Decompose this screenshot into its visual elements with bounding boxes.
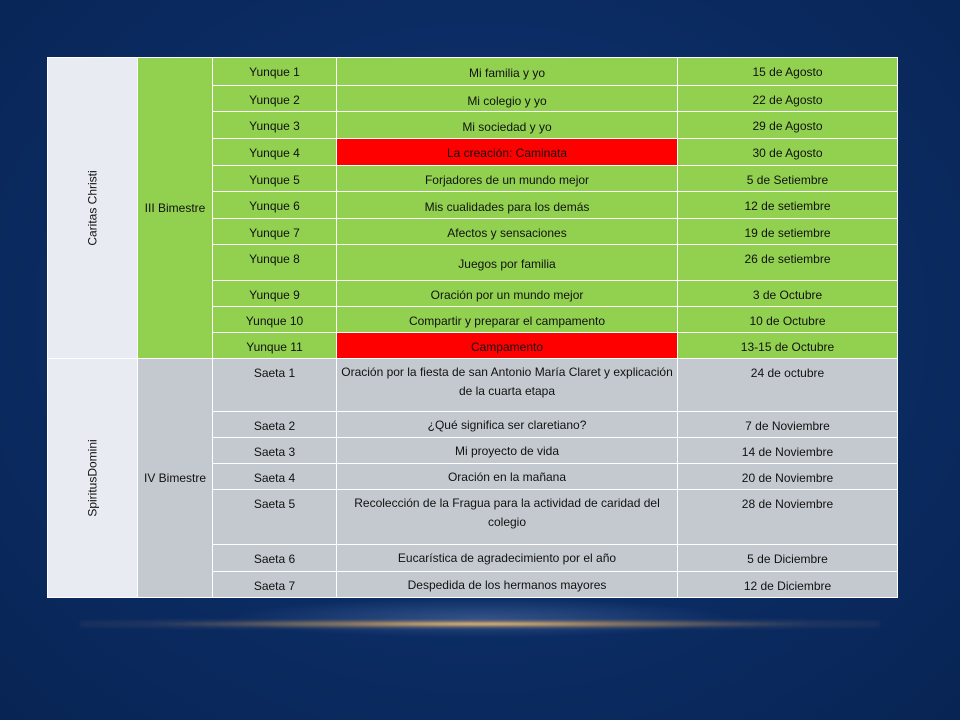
date-cell: 12 de setiembre: [678, 191, 898, 218]
session-code: Yunque 4: [213, 138, 337, 165]
date-cell: 7 de Noviembre: [678, 411, 898, 437]
session-code: Saeta 7: [213, 571, 337, 597]
decorative-glow-haze: [230, 598, 730, 638]
bimestre-cell: III Bimestre: [138, 58, 213, 359]
date-cell: 3 de Octubre: [678, 280, 898, 306]
table-row: [48, 58, 898, 86]
group-name: SpiritusDomini: [85, 439, 100, 517]
decorative-glow-line: [80, 619, 880, 629]
session-code: Yunque 11: [213, 332, 337, 358]
activity-cell: Mi proyecto de vida: [337, 437, 678, 463]
session-code: Saeta 3: [213, 437, 337, 463]
activity-cell: Despedida de los hermanos mayores: [337, 571, 678, 597]
date-cell: 15 de Agosto: [678, 58, 898, 86]
activity-cell: Juegos por familia: [337, 245, 678, 280]
date-cell: 26 de setiembre: [678, 245, 898, 280]
date-cell: 30 de Agosto: [678, 138, 898, 165]
session-code: Yunque 2: [213, 86, 337, 112]
activity-cell: Mi colegio y yo: [337, 86, 678, 112]
activity-cell: Mi sociedad y yo: [337, 112, 678, 138]
activity-cell: Oración por un mundo mejor: [337, 280, 678, 306]
date-cell: 12 de Diciembre: [678, 571, 898, 597]
activity-cell: ¿Qué significa ser claretiano?: [337, 411, 678, 437]
session-code: Saeta 5: [213, 490, 337, 545]
activity-cell: Eucarística de agradecimiento por el año: [337, 545, 678, 571]
date-cell: 19 de setiembre: [678, 219, 898, 245]
date-cell: 10 de Octubre: [678, 306, 898, 332]
date-cell: 28 de Noviembre: [678, 490, 898, 545]
date-cell: 20 de Noviembre: [678, 463, 898, 489]
session-code: Yunque 3: [213, 112, 337, 138]
date-cell: 5 de Diciembre: [678, 545, 898, 571]
activity-cell: Oración en la mañana: [337, 463, 678, 489]
date-cell: 5 de Setiembre: [678, 165, 898, 191]
session-code: Yunque 1: [213, 58, 337, 86]
activity-cell: Afectos y sensaciones: [337, 219, 678, 245]
session-code: Yunque 9: [213, 280, 337, 306]
date-cell: 29 de Agosto: [678, 112, 898, 138]
activity-cell: Compartir y preparar el campamento: [337, 306, 678, 332]
session-code: Yunque 8: [213, 245, 337, 280]
group-name-cell: [48, 359, 138, 598]
date-cell: 22 de Agosto: [678, 86, 898, 112]
activity-cell: Campamento: [337, 332, 678, 358]
session-code: Saeta 1: [213, 359, 337, 411]
activity-cell: Mis cualidades para los demás: [337, 191, 678, 218]
session-code: Yunque 5: [213, 165, 337, 191]
schedule-body: [48, 58, 898, 598]
session-code: Saeta 6: [213, 545, 337, 571]
activity-cell: Oración por la fiesta de san Antonio María Claret y explicación de la cuarta etapa: [337, 359, 678, 411]
date-cell: 14 de Noviembre: [678, 437, 898, 463]
activity-cell: La creación: Caminata: [337, 138, 678, 165]
group-name: Caritas Christi: [85, 170, 100, 246]
table-row: [48, 359, 898, 411]
activity-cell: Mi familia y yo: [337, 58, 678, 86]
date-cell: 13-15 de Octubre: [678, 332, 898, 358]
activity-cell: Recolección de la Fragua para la actividad de caridad del colegio: [337, 490, 678, 545]
session-code: Saeta 4: [213, 463, 337, 489]
activity-cell: Forjadores de un mundo mejor: [337, 165, 678, 191]
schedule-table: [47, 57, 898, 598]
bimestre-cell: IV Bimestre: [138, 359, 213, 598]
session-code: Yunque 7: [213, 219, 337, 245]
session-code: Yunque 6: [213, 191, 337, 218]
date-cell: 24 de octubre: [678, 359, 898, 411]
session-code: Saeta 2: [213, 411, 337, 437]
group-name-cell: [48, 58, 138, 359]
session-code: Yunque 10: [213, 306, 337, 332]
